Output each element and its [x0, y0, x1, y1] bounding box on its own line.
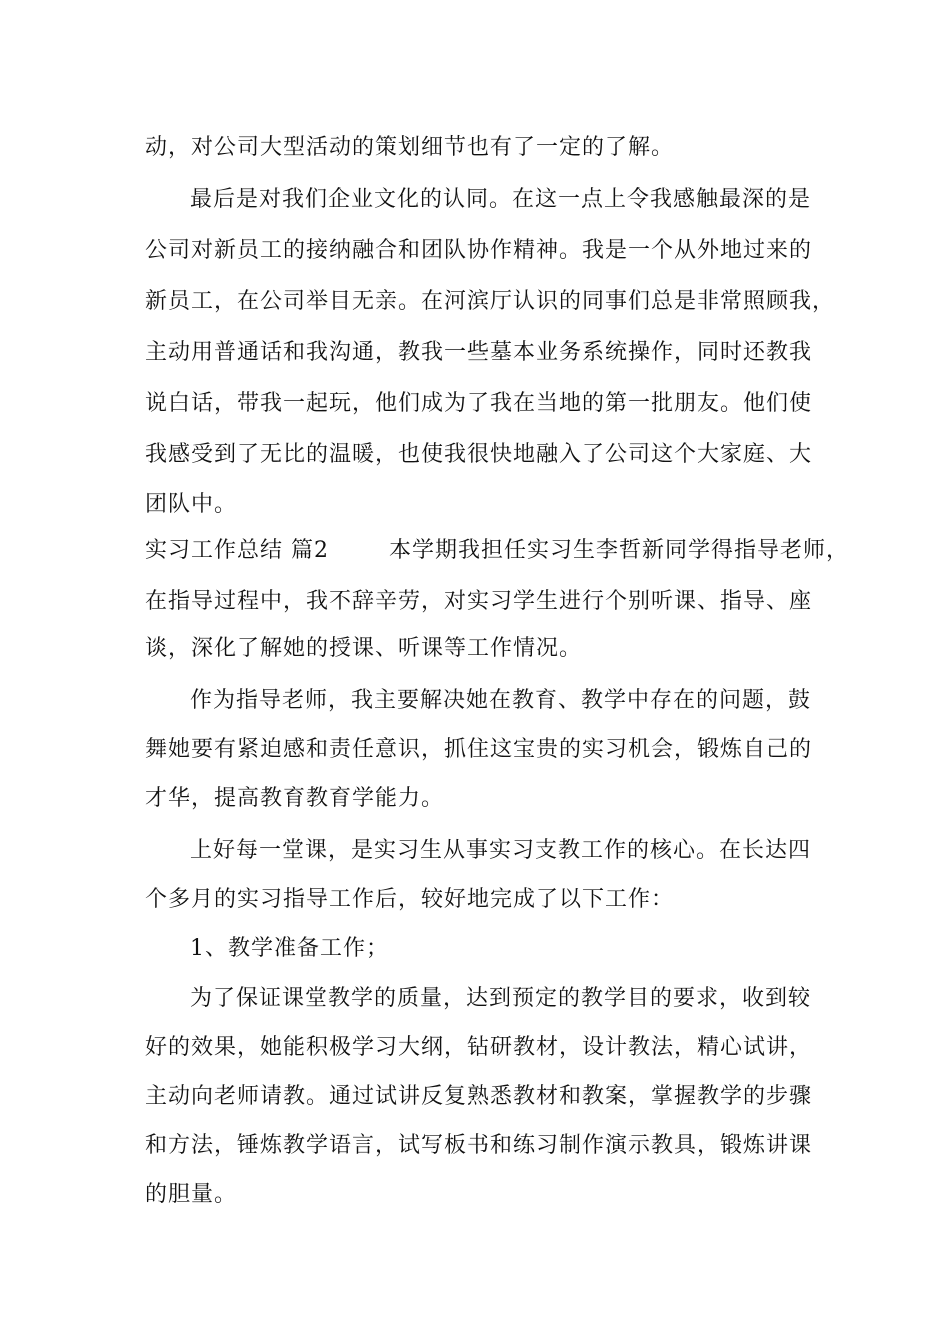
text-line: 本学期我担任实习生李哲新同学得指导老师， [389, 538, 850, 563]
text-line: 好的效果，她能积极学习大纲，钻研教材，设计教法，精心试讲， [145, 1035, 813, 1060]
text-line: 上好每一堂课，是实习生从事实习支教工作的核心。在长达四 [190, 838, 812, 863]
text-line: 作为指导老师，我主要解决她在教育、教学中存在的问题，鼓 [190, 688, 812, 713]
text-line: 谈，深化了解她的授课、听课等工作情况。 [145, 636, 583, 661]
text-line: 新员工，在公司举目无亲。在河滨厅认识的同事们总是非常照顾我， [145, 289, 836, 314]
text-line: 主动向老师请教。通过试讲反复熟悉教材和教案，掌握教学的步骤 [145, 1084, 813, 1109]
text-line: 为了保证课堂教学的质量，达到预定的教学目的要求，收到较 [190, 986, 812, 1011]
text-line: 最后是对我们企业文化的认同。在这一点上令我感触最深的是 [190, 187, 812, 212]
text-line: 舞她要有紧迫感和责任意识，抓住这宝贵的实习机会，锻炼自己的 [145, 737, 813, 762]
text-line: 说白话，带我一起玩，他们成为了我在当地的第一批朋友。他们使 [145, 391, 813, 416]
text-line: 公司对新员工的接纳融合和团队协作精神。我是一个从外地过来的 [145, 238, 813, 263]
text-line: 在指导过程中，我不辞辛劳，对实习学生进行个别听课、指导、座 [145, 589, 813, 614]
section-heading-line [145, 536, 850, 566]
text-line: 主动用普通话和我沟通，教我一些墓本业务系统操作，同时还教我 [145, 340, 813, 365]
text-line: 动，对公司大型活动的策划细节也有了一定的了解。 [145, 135, 675, 160]
text-line: 个多月的实习指导工作后，较好地完成了以下工作： [145, 887, 675, 912]
text-line: 团队中。 [145, 492, 238, 517]
text-line: 和方法，锤炼教学语言，试写板书和练习制作演示教具，锻炼讲课 [145, 1133, 813, 1158]
text-line: 的胆量。 [145, 1182, 238, 1207]
text-line: 我感受到了无比的温暖，也使我很快地融入了公司这个大家庭、大 [145, 442, 813, 467]
text-line: 才华，提高教育教育学能力。 [145, 786, 445, 811]
section-heading: 实习工作总结 篇2 [145, 538, 329, 563]
list-item: 1、教学准备工作； [190, 936, 389, 961]
